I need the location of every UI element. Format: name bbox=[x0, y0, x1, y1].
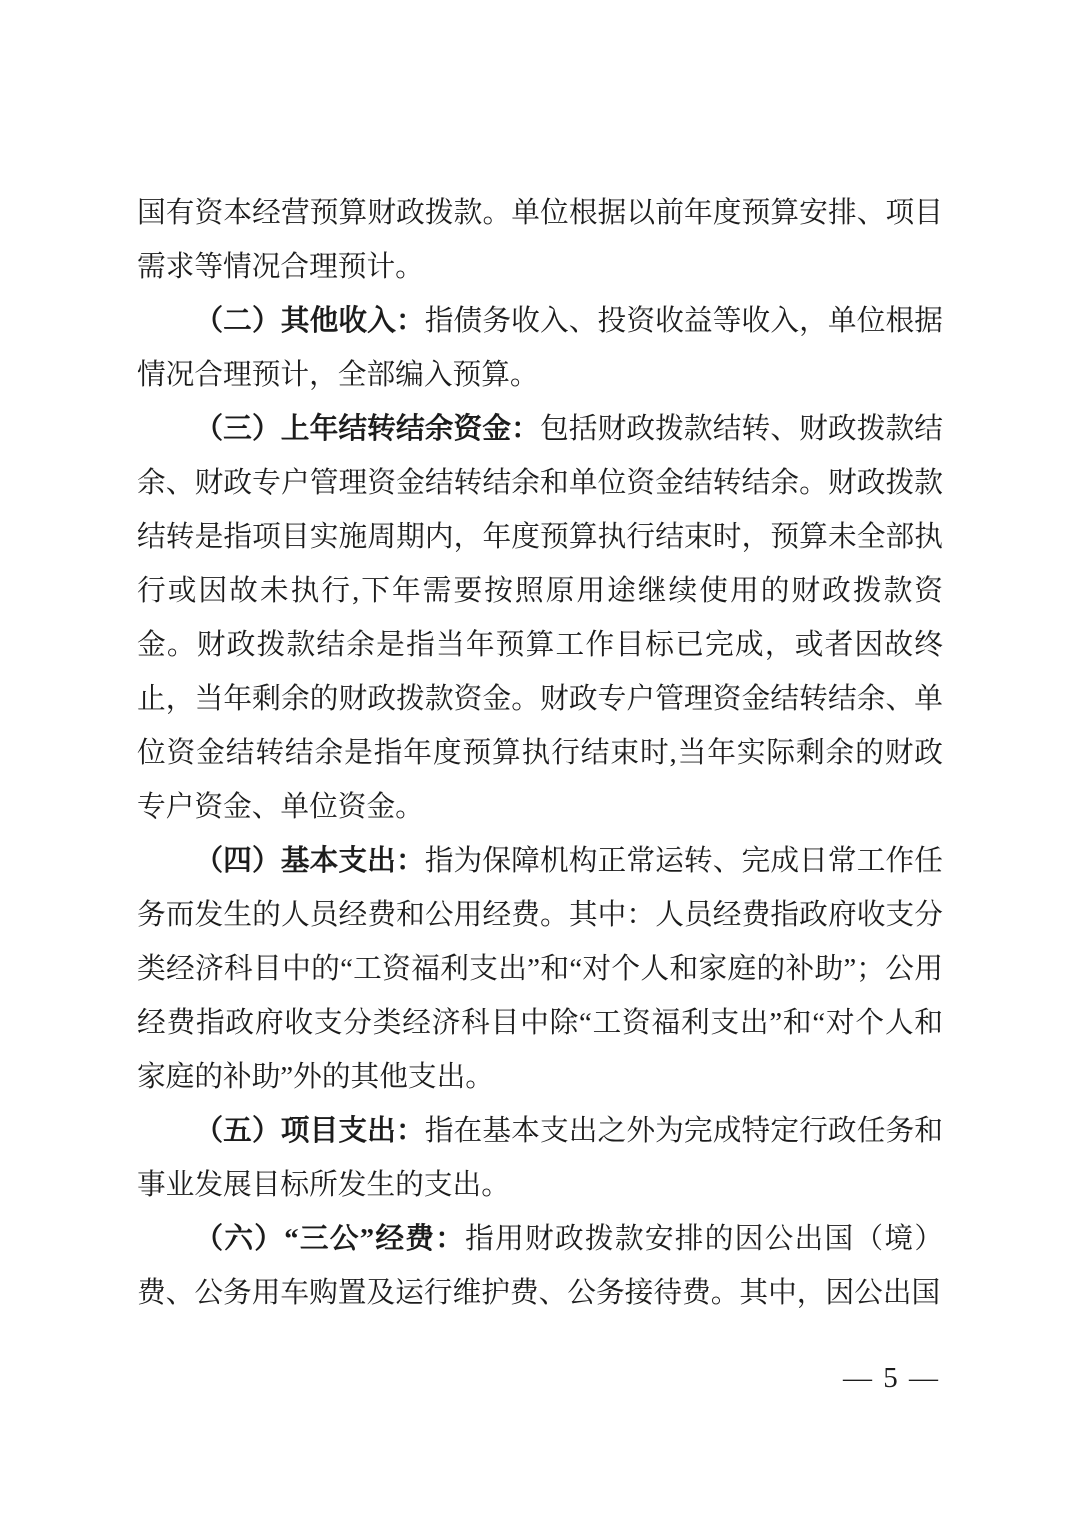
paragraph-3-lead: （三）上年结转结余资金： bbox=[194, 413, 540, 445]
paragraph-3-text: 包括财政拨款结转、财政拨款结余、财政专户管理资金结转结余和单位资金结转结余。财政拨款结转是指项目实施周期内，年度预算执行结束时，预算未全部执行或因故未执行,下年需要按照原用途继续使用的财政拨款资金。财政拨款结余是指当年预算工作目标已完成，或者因故终止，当年剩余的财政拨款资金。财政专户管理资金结转结余、单位资金结转结余是指年度预算执行结束时,当年实际剩余的财政专户资金、单位资金。 bbox=[137, 413, 943, 823]
paragraph-1-text: 国有资本经营预算财政拨款。单位根据以前年度预算安排、项目需求等情况合理预计。 bbox=[137, 197, 943, 283]
paragraph-6-lead: （六）“三公”经费： bbox=[194, 1223, 466, 1255]
paragraph-2-text: 指债务收入、投资收益等收入，单位根据情况合理预计，全部编入预算。 bbox=[137, 305, 943, 391]
page-number: — 5 — bbox=[843, 1362, 940, 1394]
body-text bbox=[137, 186, 943, 1320]
paragraph-4-text: 指为保障机构正常运转、完成日常工作任务而发生的人员经费和公用经费。其中：人员经费指政府收支分类经济科目中的“工资福利支出”和“对个人和家庭的补助”；公用经费指政府收支分类经济科目中除“工资福利支出”和“对个人和家庭的补助”外的其他支出。 bbox=[137, 845, 943, 1093]
paragraph-4 bbox=[137, 834, 943, 1104]
paragraph-2-lead: （二）其他收入： bbox=[194, 305, 425, 337]
paragraph-5 bbox=[137, 1104, 943, 1212]
paragraph-2 bbox=[137, 294, 943, 402]
paragraph-3 bbox=[137, 402, 943, 834]
paragraph-6-text: 指用财政拨款安排的因公出国（境）费、公务用车购置及运行维护费、公务接待费。其中，因公出国 bbox=[137, 1223, 944, 1309]
paragraph-6 bbox=[137, 1212, 943, 1320]
paragraph-5-text: 指在基本支出之外为完成特定行政任务和事业发展目标所发生的支出。 bbox=[137, 1115, 943, 1201]
paragraph-1 bbox=[137, 186, 943, 294]
paragraph-5-lead: （五）项目支出： bbox=[194, 1115, 425, 1147]
paragraph-4-lead: （四）基本支出： bbox=[194, 845, 425, 877]
